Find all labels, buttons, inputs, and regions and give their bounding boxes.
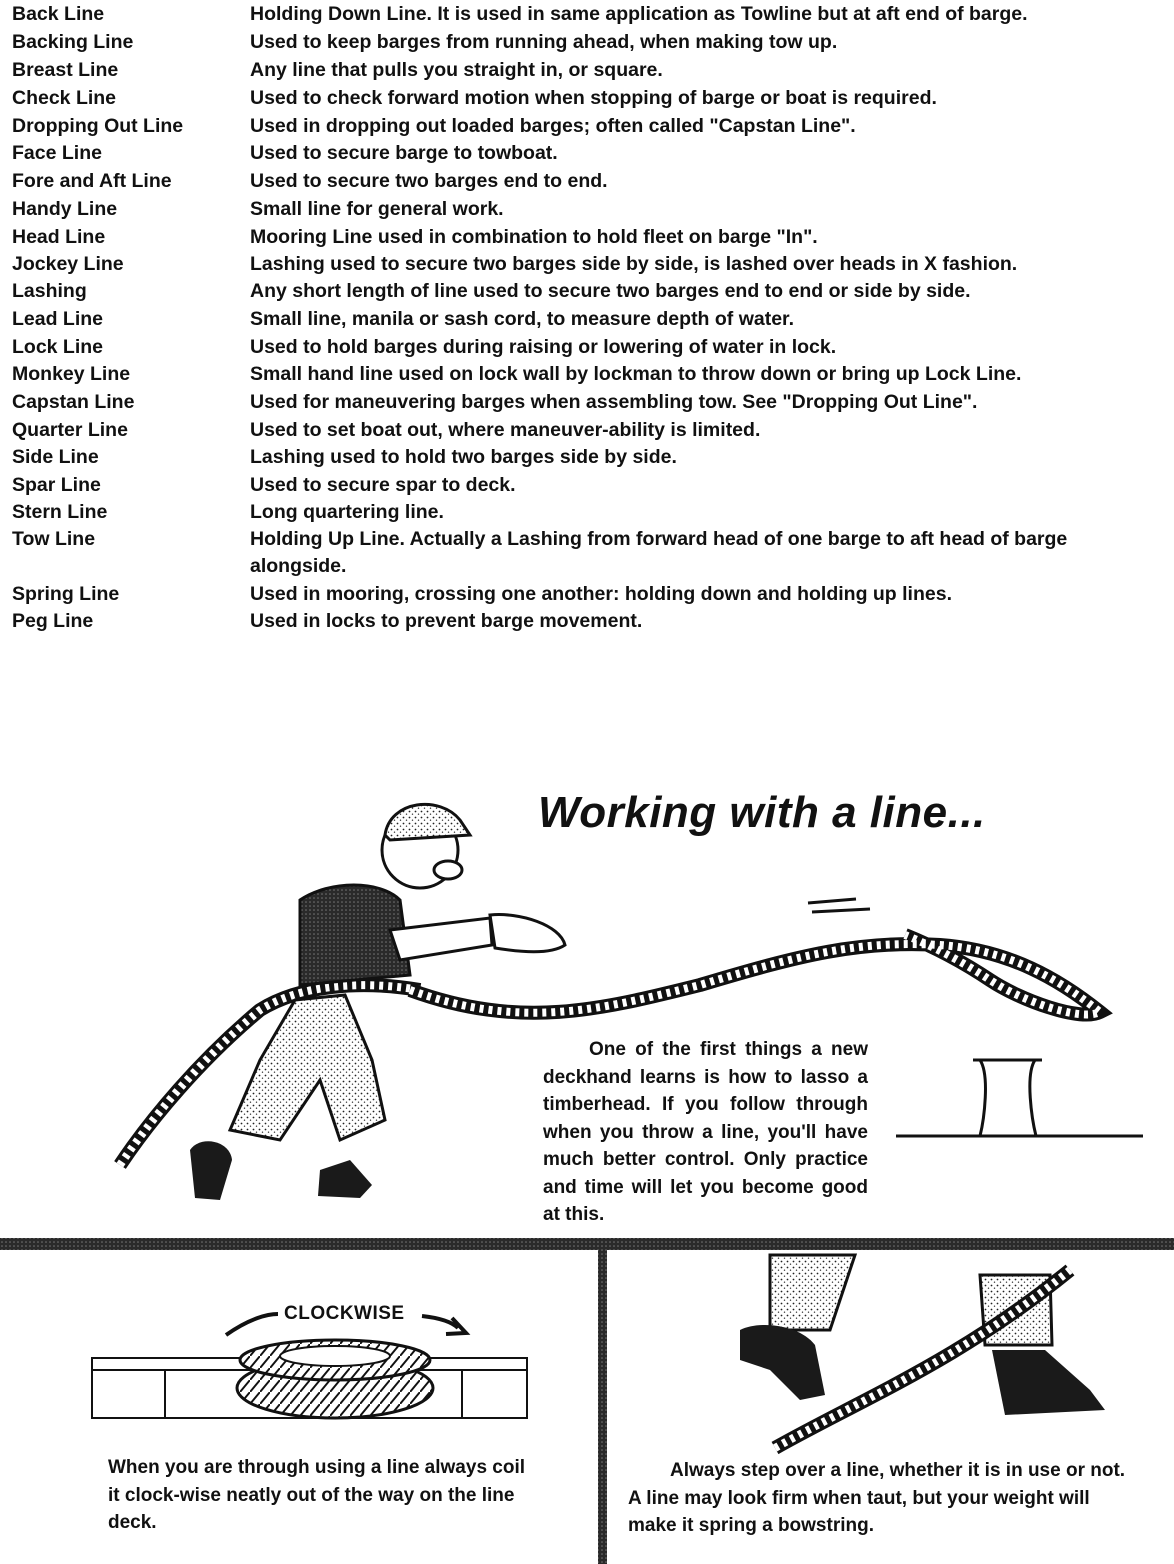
glossary-definition: Used for maneuvering barges when assembling tow. See "Dropping Out Line". xyxy=(250,391,978,413)
glossary-term: Peg Line xyxy=(12,610,94,632)
glossary-term: Backing Line xyxy=(12,31,134,53)
glossary-term: Jockey Line xyxy=(12,253,124,275)
glossary-term: Side Line xyxy=(12,446,99,468)
deckhand-illustration xyxy=(120,804,565,1200)
glossary-term: Face Line xyxy=(12,142,102,164)
section-title: Working with a line... xyxy=(538,788,986,837)
glossary-term: Breast Line xyxy=(12,59,119,81)
glossary-definition: Lashing used to secure two barges side by side, is lashed over heads in X fashion. xyxy=(250,253,1018,275)
glossary-term: Quarter Line xyxy=(12,419,128,441)
glossary-definition: Any line that pulls you straight in, or square. xyxy=(250,59,663,81)
glossary-term: Dropping Out Line xyxy=(12,115,184,137)
glossary-term: Capstan Line xyxy=(12,391,135,413)
glossary-term: Spring Line xyxy=(12,583,120,605)
glossary-term: Lead Line xyxy=(12,308,104,330)
coiled-rope-illustration xyxy=(92,1314,527,1418)
step-paragraph-block xyxy=(628,1457,1128,1540)
glossary-definition: Small hand line used on lock wall by lockman to throw down or bring up Lock Line. xyxy=(250,363,1022,385)
glossary-definition: Holding Up Line. Actually a Lashing from forward head of one barge to aft head of barge alongside. xyxy=(250,528,1068,577)
glossary-term: Tow Line xyxy=(12,528,96,550)
glossary-definition: Any short length of line used to secure two barges end to end or side by side. xyxy=(250,280,971,302)
glossary-definition: Used to check forward motion when stopping of barge or boat is required. xyxy=(250,87,937,109)
glossary-definition: Used to set boat out, where maneuver-ability is limited. xyxy=(250,419,761,441)
vertical-divider xyxy=(598,1238,607,1564)
glossary-definition: Used to keep barges from running ahead, when making tow up. xyxy=(250,31,838,53)
glossary-term: Monkey Line xyxy=(12,363,131,385)
timberhead-illustration xyxy=(896,1060,1143,1136)
glossary-definition: Used in mooring, crossing one another: holding down and holding up lines. xyxy=(250,583,952,605)
stepping-over-line-illustration xyxy=(740,1255,1105,1448)
step-paragraph: Always step over a line, whether it is in use or not. A line may look firm when taut, but your weight will make it spring a bowstring. xyxy=(628,1460,1126,1536)
glossary-term: Back Line xyxy=(12,3,105,25)
glossary-term: Handy Line xyxy=(12,198,118,220)
glossary-definition: Used to secure spar to deck. xyxy=(250,474,516,496)
glossary-term: Lashing xyxy=(12,280,87,302)
glossary-definition: Long quartering line. xyxy=(250,501,444,523)
glossary-definition: Used to hold barges during raising or lowering of water in lock. xyxy=(250,336,837,358)
glossary-definition: Holding Down Line. It is used in same application as Towline but at aft end of barge. xyxy=(250,3,1028,25)
glossary-term: Fore and Aft Line xyxy=(12,170,172,192)
glossary-definition: Mooring Line used in combination to hold fleet on barge "In". xyxy=(250,226,818,248)
glossary-definition: Small line for general work. xyxy=(250,198,504,220)
coil-paragraph: When you are through using a line always coil it clock-wise neatly out of the way on the line deck. xyxy=(108,1457,526,1533)
clockwise-label: CLOCKWISE xyxy=(284,1303,405,1324)
glossary-term: Check Line xyxy=(12,87,117,109)
horizontal-divider xyxy=(0,1238,1174,1250)
glossary-definition: Used to secure barge to towboat. xyxy=(250,142,558,164)
glossary-definition: Used to secure two barges end to end. xyxy=(250,170,608,192)
glossary-term: Head Line xyxy=(12,226,106,248)
lasso-paragraph: One of the first things a new deckhand learns is how to lasso a timberhead. If you follow through when you throw a line, you'll have much better control. Only practice and time will let you become good at this. xyxy=(543,1039,868,1225)
glossary-definition: Lashing used to hold two barges side by side. xyxy=(250,446,677,468)
glossary-term: Lock Line xyxy=(12,336,104,358)
glossary-definition: Small line, manila or sash cord, to measure depth of water. xyxy=(250,308,794,330)
glossary-term: Stern Line xyxy=(12,501,108,523)
glossary-term: Spar Line xyxy=(12,474,101,496)
glossary-definition: Used in dropping out loaded barges; often called "Capstan Line". xyxy=(250,115,856,137)
glossary-definition: Used in locks to prevent barge movement. xyxy=(250,610,643,632)
